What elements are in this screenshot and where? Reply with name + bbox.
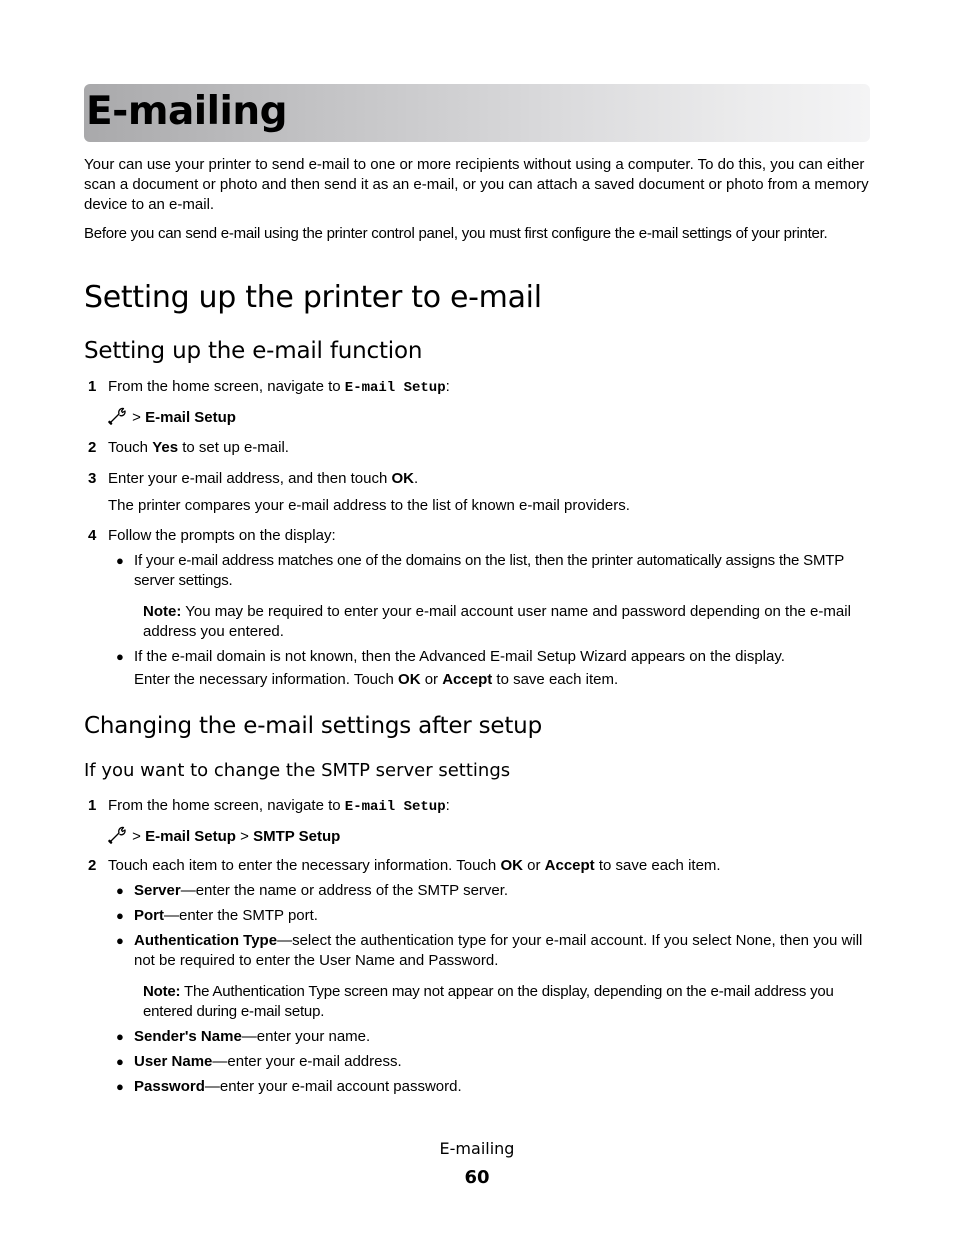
list-item (134, 1027, 370, 1047)
step-number: 4 (88, 527, 97, 544)
menu-path-code: E-mail Setup (344, 799, 446, 815)
step-text-lead: From the home screen, navigate to (108, 797, 345, 814)
wrench-icon (108, 826, 128, 844)
bullet-text: If the e-mail domain is not known, then the Advanced E-mail Setup Wizard appears on the display. (134, 648, 785, 665)
chapter-title: E-mailing (86, 89, 288, 134)
menu-path-code: E-mail Setup (344, 380, 446, 396)
accept-label: Accept (544, 857, 595, 874)
step-text (108, 796, 450, 817)
subsection-heading-setup: Setting up the e-mail function (84, 338, 423, 364)
item-desc: —enter your name. (241, 1028, 371, 1045)
step-text-tail: . (414, 470, 419, 487)
step-text (108, 438, 289, 458)
note-label: Note: (143, 983, 181, 1000)
item-term: Password (134, 1078, 205, 1095)
item-desc: —enter your e-mail address. (212, 1053, 402, 1070)
step-text: Follow the prompts on the display: (108, 527, 336, 544)
path-separator: > (128, 828, 146, 845)
menu-path-item: SMTP Setup (253, 828, 341, 845)
bullet-icon: ● (116, 1054, 124, 1069)
followup-tail: to save each item. (492, 671, 619, 688)
colon: : (445, 797, 450, 814)
step-number: 1 (88, 378, 97, 395)
item-term: Server (134, 882, 181, 899)
bullet-icon: ● (116, 933, 124, 948)
item-desc: —enter your e-mail account password. (204, 1078, 462, 1095)
step-text-lead: Touch (108, 439, 153, 456)
bullet-icon: ● (116, 649, 124, 664)
ok-label: OK (391, 470, 414, 487)
step-note: The printer compares your e-mail address to the list of known e-mail providers. (108, 497, 630, 514)
list-item (134, 906, 318, 926)
path-separator: > (128, 409, 146, 426)
item-desc: —enter the name or address of the SMTP server. (180, 882, 509, 899)
step-text-tail: to set up e-mail. (178, 439, 289, 456)
bullet-icon: ● (116, 1079, 124, 1094)
bullet-icon: ● (116, 883, 124, 898)
step-number: 2 (88, 439, 97, 456)
intro-paragraph-2: Before you can send e-mail using the printer control panel, you must first configure the e-mail settings of your printer. (84, 225, 828, 242)
or-text: or (522, 857, 545, 874)
item-term: Sender's Name (134, 1028, 242, 1045)
menu-path-item: E-mail Setup (145, 409, 236, 426)
step-text (108, 856, 721, 876)
item-term: Port (134, 907, 164, 924)
followup-lead: Enter the necessary information. Touch (134, 671, 399, 688)
step-number: 1 (88, 797, 97, 814)
intro-paragraph-1: Your can use your printer to send e-mail to one or more recipients without using a computer. To do this, you can either scan a document or photo and then send it as an e-mail, or you can attach a saved document or photo from a memory device to an e-mail. (84, 156, 869, 213)
list-item (134, 881, 508, 901)
bullet-text: If your e-mail address matches one of the domains on the list, then the printer automatically assigns the SMTP server settings. (134, 552, 844, 589)
menu-path-item: E-mail Setup (145, 828, 236, 845)
step-text (108, 377, 450, 398)
colon: : (445, 378, 450, 395)
step-text-lead: From the home screen, navigate to (108, 378, 345, 395)
page-number: 60 (464, 1167, 490, 1188)
subsubsection-heading-smtp: If you want to change the SMTP server settings (84, 760, 511, 781)
item-term: User Name (134, 1053, 213, 1070)
path-separator: > (235, 828, 254, 845)
yes-label: Yes (152, 439, 179, 456)
step-text-lead: Enter your e-mail address, and then touch (108, 470, 392, 487)
step-text-tail: to save each item. (594, 857, 721, 874)
ok-label: OK (398, 671, 421, 688)
step-number: 3 (88, 470, 97, 487)
wrench-icon (108, 407, 128, 425)
footer-section-label: E-mailing (439, 1139, 515, 1158)
item-desc: —select the authentication type for your e-mail account. If you select None, then you will not be required to enter the User Name and Password. (134, 932, 863, 969)
bullet-icon: ● (116, 553, 124, 568)
note-text: You may be required to enter your e-mail account user name and password depending on the e-mail address you entered. (143, 603, 851, 640)
note (143, 982, 874, 1022)
bullet-icon: ● (116, 908, 124, 923)
subsection-heading-change: Changing the e-mail settings after setup (84, 713, 542, 739)
bullet-followup (134, 670, 618, 690)
menu-path (108, 826, 340, 847)
list-item (134, 1077, 462, 1097)
or-text: or (420, 671, 443, 688)
menu-path (108, 407, 236, 428)
list-item (134, 1052, 402, 1072)
ok-label: OK (500, 857, 523, 874)
note (143, 602, 874, 642)
note-text: The Authentication Type screen may not appear on the display, depending on the e-mail address you entered during e-mail setup. (143, 983, 834, 1020)
step-text (108, 469, 418, 489)
bullet-icon: ● (116, 1029, 124, 1044)
item-term: Authentication Type (134, 932, 278, 949)
list-item (134, 931, 874, 971)
step-text-lead: Touch each item to enter the necessary information. Touch (108, 857, 501, 874)
accept-label: Accept (442, 671, 493, 688)
step-number: 2 (88, 857, 97, 874)
item-desc: —enter the SMTP port. (164, 907, 318, 924)
note-label: Note: (143, 603, 182, 620)
section-heading: Setting up the printer to e-mail (84, 280, 542, 315)
